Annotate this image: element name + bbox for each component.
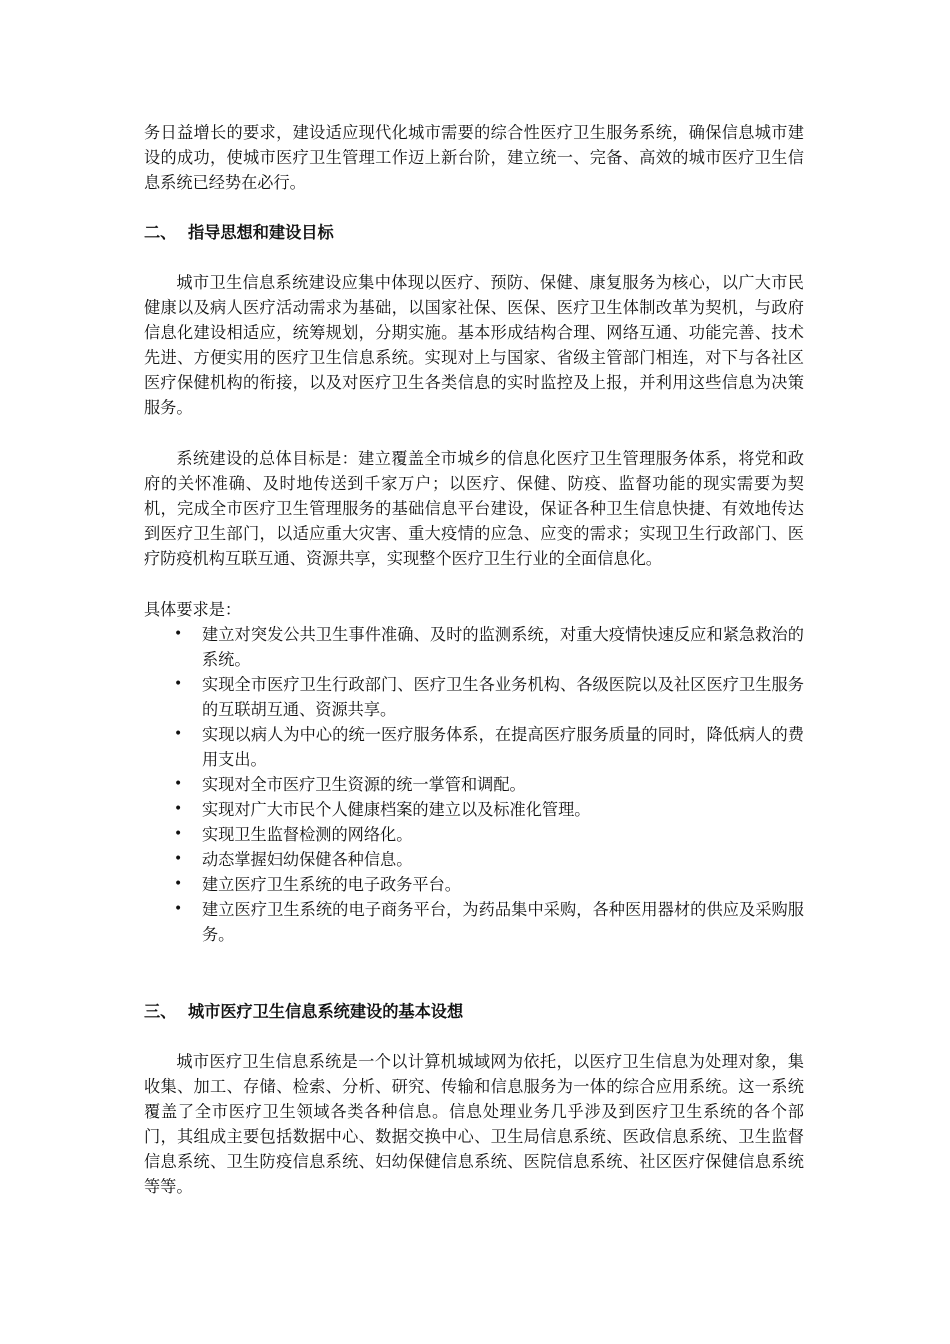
list-item: • 实现对全市医疗卫生资源的统一掌管和调配。 [144,772,804,797]
document-page [144,120,804,1199]
bullet-icon: • [174,826,183,842]
section-2-heading [144,220,804,245]
bullet-icon: • [174,776,183,792]
bullet-icon: • [174,851,183,867]
section-3-title: 城市医疗卫生信息系统建设的基本设想 [188,1002,464,1021]
requirements-list [144,622,804,947]
list-item: • 建立对突发公共卫生事件准确、及时的监测系统，对重大疫情快速反应和紧急救治的系统。 [144,622,804,672]
bullet-icon: • [174,801,183,817]
section-2-title: 指导思想和建设目标 [188,223,334,242]
list-item: • 动态掌握妇幼保健各种信息。 [144,847,804,872]
list-item: • 实现以病人为中心的统一医疗服务体系，在提高医疗服务质量的同时，降低病人的费用支出。 [144,722,804,772]
section-2-number: 二、 [144,223,177,242]
list-item: • 建立医疗卫生系统的电子政务平台。 [144,872,804,897]
section-3-heading [144,999,804,1024]
section-2-paragraph-1: 城市卫生信息系统建设应集中体现以医疗、预防、保健、康复服务为核心，以广大市民健康以及病人医疗活动需求为基础，以国家社保、医保、医疗卫生体制改革为契机，与政府信息化建设相适应，统筹规划，分期实施。基本形成结构合理、网络互通、功能完善、技术先进、方便实用的医疗卫生信息系统。实现对上与国家、省级主管部门相连，对下与各社区医疗保健机构的衔接，以及对医疗卫生各类信息的实时监控及上报，并利用这些信息为决策服务。 [144,273,804,417]
list-item: • 实现卫生监督检测的网络化。 [144,822,804,847]
bullet-icon: • [174,901,183,917]
bullet-icon: • [174,626,183,642]
section-3-number: 三、 [144,1002,177,1021]
list-item: • 建立医疗卫生系统的电子商务平台，为药品集中采购，各种医用器材的供应及采购服务。 [144,897,804,947]
list-item: • 实现全市医疗卫生行政部门、医疗卫生各业务机构、各级医院以及社区医疗卫生服务的互联胡互通、资源共享。 [144,672,804,722]
bullet-icon: • [174,726,183,742]
bullet-icon: • [174,876,183,892]
intro-paragraph: 务日益增长的要求，建设适应现代化城市需要的综合性医疗卫生服务系统，确保信息城市建设的成功，使城市医疗卫生管理工作迈上新台阶，建立统一、完备、高效的城市医疗卫生信息系统已经势在必行。 [144,123,804,192]
list-item: • 实现对广大市民个人健康档案的建立以及标准化管理。 [144,797,804,822]
bullet-icon: • [174,676,183,692]
section-2-paragraph-2: 系统建设的总体目标是：建立覆盖全市城乡的信息化医疗卫生管理服务体系，将党和政府的关怀准确、及时地传送到千家万户；以医疗、保健、防疫、监督功能的现实需要为契机，完成全市医疗卫生管理服务的基础信息平台建设，保证各种卫生信息快捷、有效地传达到医疗卫生部门，以适应重大灾害、重大疫情的应急、应变的需求；实现卫生行政部门、医疗防疫机构互联互通、资源共享，实现整个医疗卫生行业的全面信息化。 [144,449,804,568]
requirements-label: 具体要求是： [144,600,242,619]
section-3-paragraph: 城市医疗卫生信息系统是一个以计算机城域网为依托，以医疗卫生信息为处理对象，集收集、加工、存储、检索、分析、研究、传输和信息服务为一体的综合应用系统。这一系统覆盖了全市医疗卫生领域各类各种信息。信息处理业务几乎涉及到医疗卫生系统的各个部门，其组成主要包括数据中心、数据交换中心、卫生局信息系统、医政信息系统、卫生监督信息系统、卫生防疫信息系统、妇幼保健信息系统、医院信息系统、社区医疗保健信息系统等等。 [144,1052,804,1196]
